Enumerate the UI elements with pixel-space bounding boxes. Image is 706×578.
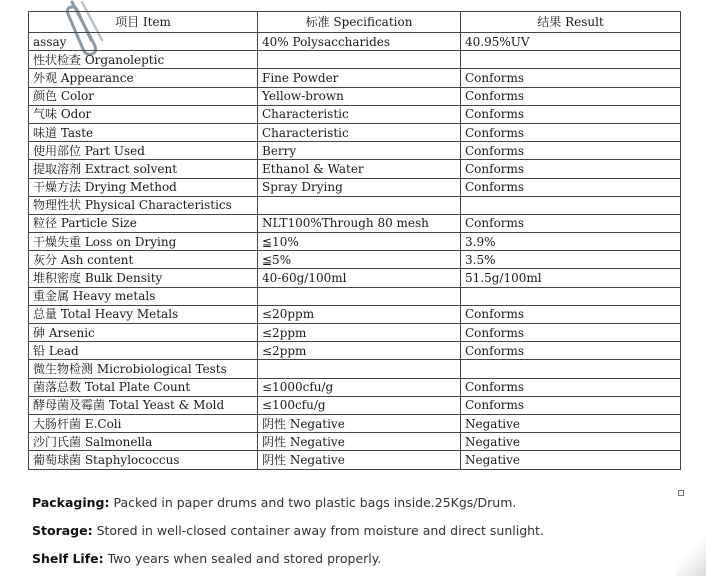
table-row <box>29 269 681 287</box>
table-row <box>29 142 681 160</box>
cell-item: 颜色 Color <box>29 87 258 105</box>
specification-table <box>28 11 681 470</box>
cell-result: Conforms <box>461 105 681 123</box>
cell-item: 重金属 Heavy metals <box>29 287 258 305</box>
cell-item: 灰分 Ash content <box>29 251 258 269</box>
cell-spec: Characteristic <box>258 123 461 141</box>
cell-spec: Fine Powder <box>258 69 461 87</box>
cell-result: Negative <box>461 433 681 451</box>
storage-text: Stored in well-closed container away from moisture and direct sunlight. <box>92 523 544 538</box>
table-row <box>29 433 681 451</box>
table-row <box>29 414 681 432</box>
cell-result: Conforms <box>461 342 681 360</box>
cell-spec: 40-60g/100ml <box>258 269 461 287</box>
cell-item: 使用部位 Part Used <box>29 142 258 160</box>
table-row <box>29 251 681 269</box>
storage-note <box>32 522 692 550</box>
cell-result: Negative <box>461 414 681 432</box>
table-row <box>29 87 681 105</box>
cell-item: 铅 Lead <box>29 342 258 360</box>
cell-result: Conforms <box>461 214 681 232</box>
cell-result: Conforms <box>461 160 681 178</box>
cell-result: Conforms <box>461 178 681 196</box>
cell-item: 气味 Odor <box>29 105 258 123</box>
table-row <box>29 178 681 196</box>
cell-item: assay <box>29 33 258 51</box>
cell-result <box>461 196 681 214</box>
cell-spec: Spray Drying <box>258 178 461 196</box>
cell-item: 总量 Total Heavy Metals <box>29 305 258 323</box>
table-row <box>29 378 681 396</box>
cell-item: 堆积密度 Bulk Density <box>29 269 258 287</box>
cell-result: Conforms <box>461 69 681 87</box>
header-specification: 标准 Specification <box>258 12 461 33</box>
cell-result: 3.5% <box>461 251 681 269</box>
cell-spec: Yellow-brown <box>258 87 461 105</box>
cell-spec: Characteristic <box>258 105 461 123</box>
cell-spec: Berry <box>258 142 461 160</box>
table-row <box>29 33 681 51</box>
cell-item: 粒径 Particle Size <box>29 214 258 232</box>
cell-spec: 40% Polysaccharides <box>258 33 461 51</box>
section-row <box>29 287 681 305</box>
cell-item: 菌落总数 Total Plate Count <box>29 378 258 396</box>
cell-result: Conforms <box>461 87 681 105</box>
table-row <box>29 105 681 123</box>
section-row <box>29 360 681 378</box>
cell-spec: ≤1000cfu/g <box>258 378 461 396</box>
cell-spec: 阴性 Negative <box>258 414 461 432</box>
cell-spec <box>258 360 461 378</box>
cell-spec: ≦10% <box>258 233 461 251</box>
cell-spec: 阴性 Negative <box>258 433 461 451</box>
cell-spec: ≤2ppm <box>258 324 461 342</box>
packaging-label: Packaging: <box>32 495 110 510</box>
shelf-life-note <box>32 550 692 578</box>
table-row <box>29 324 681 342</box>
header-result: 结果 Result <box>461 12 681 33</box>
cell-result: Negative <box>461 451 681 469</box>
table-header-row <box>29 12 681 33</box>
section-row <box>29 51 681 69</box>
storage-label: Storage: <box>32 523 93 538</box>
cell-item: 微生物检测 Microbiological Tests <box>29 360 258 378</box>
cell-item: 提取溶剂 Extract solvent <box>29 160 258 178</box>
cell-spec: ≤100cfu/g <box>258 396 461 414</box>
cell-result: 51.5g/100ml <box>461 269 681 287</box>
cell-spec: 阴性 Negative <box>258 451 461 469</box>
cell-result: 3.9% <box>461 233 681 251</box>
cell-spec: NLT100%Through 80 mesh <box>258 214 461 232</box>
cell-result: Conforms <box>461 123 681 141</box>
cell-result: Conforms <box>461 378 681 396</box>
table-row <box>29 69 681 87</box>
cell-result <box>461 51 681 69</box>
cell-spec <box>258 196 461 214</box>
cell-spec: ≦5% <box>258 251 461 269</box>
cell-item: 酵母菌及霉菌 Total Yeast & Mold <box>29 396 258 414</box>
cell-result <box>461 287 681 305</box>
table-row <box>29 160 681 178</box>
cell-item: 味道 Taste <box>29 123 258 141</box>
cell-spec <box>258 287 461 305</box>
cell-result: Conforms <box>461 305 681 323</box>
cell-item: 干燥方法 Drying Method <box>29 178 258 196</box>
cell-item: 性状检查 Organoleptic <box>29 51 258 69</box>
corner-mark <box>678 490 684 496</box>
cell-result: Conforms <box>461 396 681 414</box>
cell-item: 物理性状 Physical Characteristics <box>29 196 258 214</box>
cell-result: Conforms <box>461 142 681 160</box>
table-row <box>29 451 681 469</box>
table-row <box>29 305 681 323</box>
cell-result: Conforms <box>461 324 681 342</box>
cell-item: 砷 Arsenic <box>29 324 258 342</box>
cell-item: 沙门氏菌 Salmonella <box>29 433 258 451</box>
header-item: 项目 Item <box>29 12 258 33</box>
cell-spec <box>258 51 461 69</box>
table-row <box>29 342 681 360</box>
cell-result: 40.95%UV <box>461 33 681 51</box>
table-row <box>29 123 681 141</box>
table-row <box>29 214 681 232</box>
notes-section <box>32 494 692 578</box>
cell-spec: Ethanol & Water <box>258 160 461 178</box>
cell-spec: ≤20ppm <box>258 305 461 323</box>
cell-item: 大肠杆菌 E.Coli <box>29 414 258 432</box>
cell-spec: ≤2ppm <box>258 342 461 360</box>
table-row <box>29 396 681 414</box>
shelf-life-text: Two years when sealed and stored properly. <box>103 551 382 566</box>
cell-result <box>461 360 681 378</box>
cell-item: 外观 Appearance <box>29 69 258 87</box>
section-row <box>29 196 681 214</box>
cell-item: 干燥失重 Loss on Drying <box>29 233 258 251</box>
table-row <box>29 233 681 251</box>
packaging-note <box>32 494 692 522</box>
packaging-text: Packed in paper drums and two plastic bags inside.25Kgs/Drum. <box>109 495 517 510</box>
shelf-life-label: Shelf Life: <box>32 551 104 566</box>
page-corner-shadow <box>676 536 706 576</box>
cell-item: 葡萄球菌 Staphylococcus <box>29 451 258 469</box>
